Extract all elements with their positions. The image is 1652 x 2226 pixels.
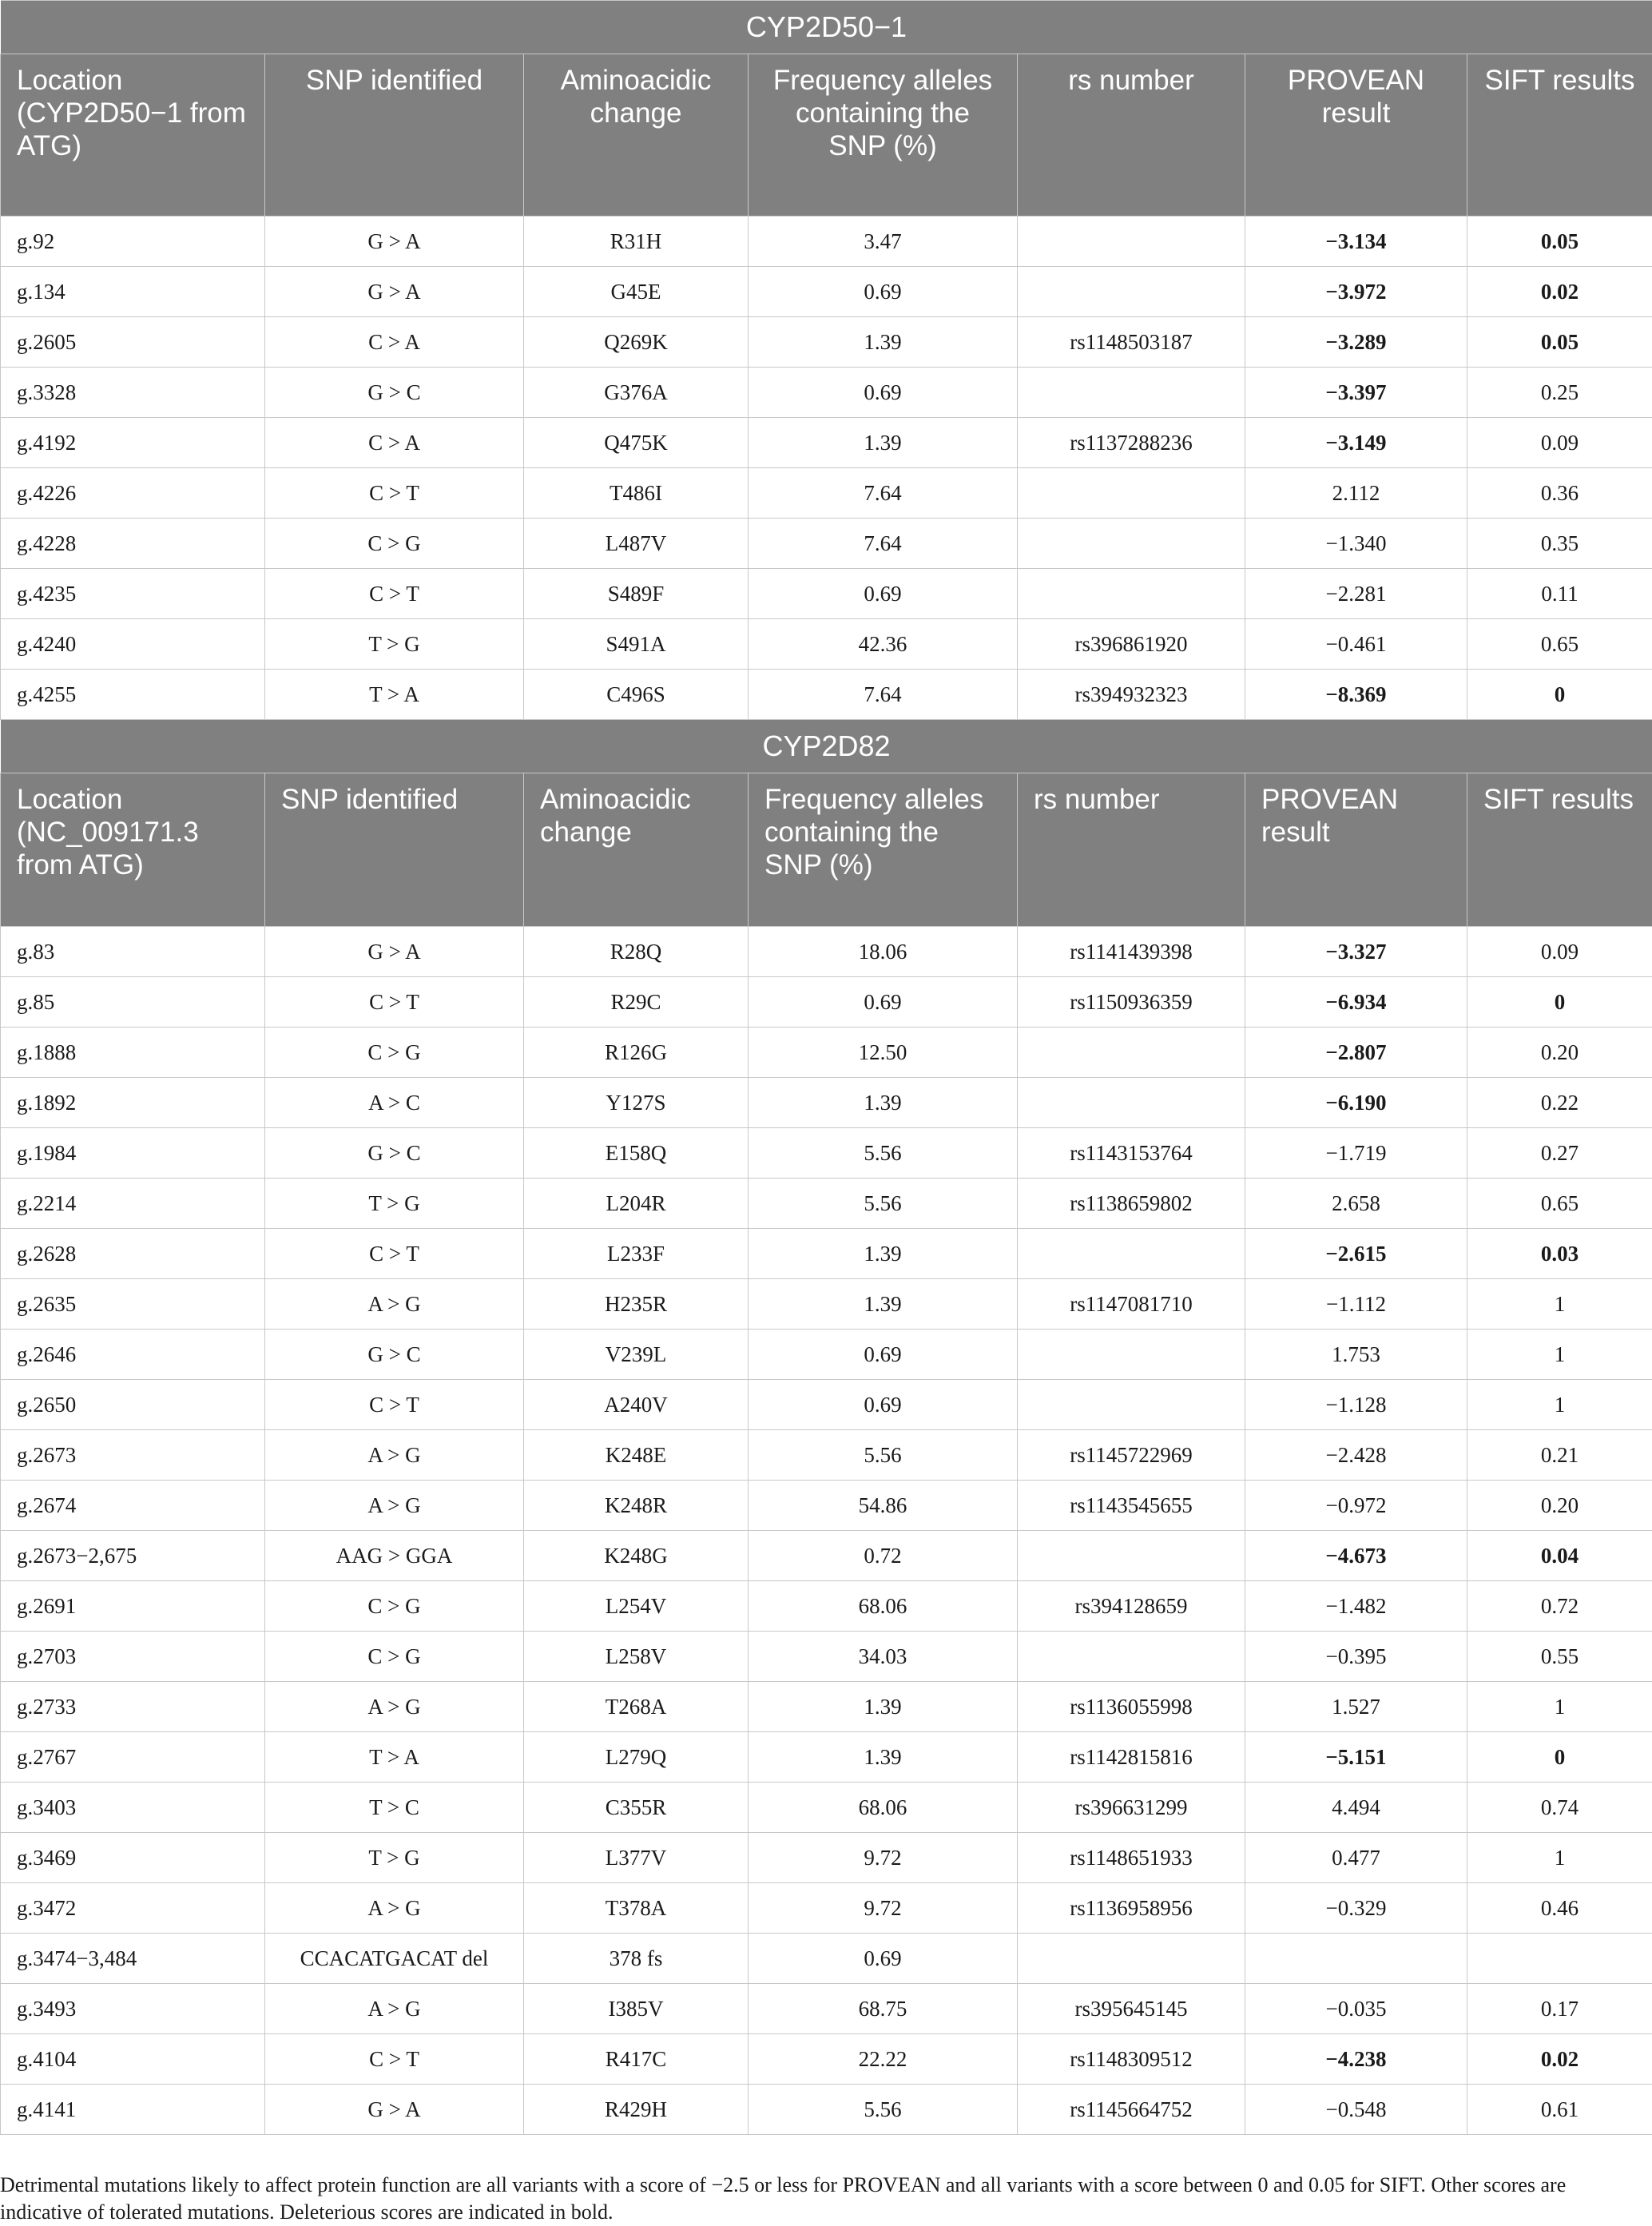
cell-location: g.3328 xyxy=(1,368,265,418)
table-row xyxy=(1,1581,1652,1632)
cell-rs-number xyxy=(1018,1531,1245,1581)
cell-sift: 0.46 xyxy=(1467,1883,1652,1934)
table-row xyxy=(1,1380,1652,1430)
cell-aminoacidic-change: R29C xyxy=(524,977,749,1028)
cell-location: g.2703 xyxy=(1,1632,265,1682)
cell-frequency: 12.50 xyxy=(749,1028,1018,1078)
cell-sift: 0.55 xyxy=(1467,1632,1652,1682)
cell-frequency: 42.36 xyxy=(749,619,1018,670)
cell-rs-number: rs394128659 xyxy=(1018,1581,1245,1632)
cell-aminoacidic-change: G376A xyxy=(524,368,749,418)
cell-sift xyxy=(1467,1934,1652,1984)
cell-snp: A > G xyxy=(265,1430,524,1481)
cell-frequency: 5.56 xyxy=(749,1430,1018,1481)
cell-provean: −1.128 xyxy=(1245,1380,1467,1430)
cell-frequency: 34.03 xyxy=(749,1632,1018,1682)
cell-sift: 0.11 xyxy=(1467,569,1652,619)
cell-location: g.4240 xyxy=(1,619,265,670)
cell-rs-number xyxy=(1018,1632,1245,1682)
cell-sift: 0.65 xyxy=(1467,619,1652,670)
cell-rs-number xyxy=(1018,1028,1245,1078)
cell-provean: −6.934 xyxy=(1245,977,1467,1028)
cell-location: g.2605 xyxy=(1,317,265,368)
cell-provean: −3.289 xyxy=(1245,317,1467,368)
table-row xyxy=(1,1732,1652,1783)
header-sift: SIFT results xyxy=(1467,54,1652,217)
section-title-row xyxy=(1,1,1652,54)
table-row xyxy=(1,468,1652,519)
cell-rs-number xyxy=(1018,468,1245,519)
table-row xyxy=(1,267,1652,317)
cell-sift: 0.36 xyxy=(1467,468,1652,519)
cell-frequency: 5.56 xyxy=(749,2085,1018,2135)
cell-location: g.2646 xyxy=(1,1330,265,1380)
table-row xyxy=(1,2085,1652,2135)
table-row xyxy=(1,619,1652,670)
table-row xyxy=(1,1028,1652,1078)
cell-location: g.1888 xyxy=(1,1028,265,1078)
cell-provean: 2.658 xyxy=(1245,1179,1467,1229)
cell-provean: −0.461 xyxy=(1245,619,1467,670)
cell-rs-number: rs1138659802 xyxy=(1018,1179,1245,1229)
cell-frequency: 1.39 xyxy=(749,1682,1018,1732)
cell-aminoacidic-change: L233F xyxy=(524,1229,749,1279)
cell-frequency: 0.72 xyxy=(749,1531,1018,1581)
cell-aminoacidic-change: G45E xyxy=(524,267,749,317)
cell-rs-number: rs396861920 xyxy=(1018,619,1245,670)
table-row xyxy=(1,1632,1652,1682)
cell-provean: −0.395 xyxy=(1245,1632,1467,1682)
cell-aminoacidic-change: R28Q xyxy=(524,927,749,977)
cell-location: g.1984 xyxy=(1,1128,265,1179)
table-row xyxy=(1,569,1652,619)
cell-rs-number: rs396631299 xyxy=(1018,1783,1245,1833)
cell-location: g.3472 xyxy=(1,1883,265,1934)
cell-provean: −2.615 xyxy=(1245,1229,1467,1279)
cell-aminoacidic-change: L279Q xyxy=(524,1732,749,1783)
cell-rs-number: rs1150936359 xyxy=(1018,977,1245,1028)
cell-sift: 1 xyxy=(1467,1380,1652,1430)
cell-snp: C > T xyxy=(265,569,524,619)
cell-aminoacidic-change: C496S xyxy=(524,670,749,720)
cell-frequency: 0.69 xyxy=(749,368,1018,418)
cell-snp: G > A xyxy=(265,217,524,267)
table-row xyxy=(1,1682,1652,1732)
cell-provean: −3.327 xyxy=(1245,927,1467,977)
cell-provean: 1.753 xyxy=(1245,1330,1467,1380)
table-row xyxy=(1,2034,1652,2085)
cell-location: g.83 xyxy=(1,927,265,977)
header-frequency: Frequency alleles containing the SNP (%) xyxy=(749,773,1018,927)
table-row xyxy=(1,1934,1652,1984)
cell-rs-number: rs394932323 xyxy=(1018,670,1245,720)
cell-provean: −1.112 xyxy=(1245,1279,1467,1330)
section-2-body xyxy=(1,927,1652,2135)
cell-provean: 2.112 xyxy=(1245,468,1467,519)
header-rs-number: rs number xyxy=(1018,54,1245,217)
cell-location: g.2673 xyxy=(1,1430,265,1481)
cell-snp: C > G xyxy=(265,1581,524,1632)
cell-rs-number: rs1143153764 xyxy=(1018,1128,1245,1179)
cell-aminoacidic-change: L258V xyxy=(524,1632,749,1682)
cell-frequency: 22.22 xyxy=(749,2034,1018,2085)
cell-provean: −0.035 xyxy=(1245,1984,1467,2034)
table-row xyxy=(1,368,1652,418)
cell-sift: 0.61 xyxy=(1467,2085,1652,2135)
cell-aminoacidic-change: S489F xyxy=(524,569,749,619)
table-row xyxy=(1,217,1652,267)
cell-frequency: 1.39 xyxy=(749,1279,1018,1330)
cell-rs-number: rs1136055998 xyxy=(1018,1682,1245,1732)
header-location: Location (CYP2D50−1 from ATG) xyxy=(1,54,265,217)
header-provean: PROVEAN result xyxy=(1245,773,1467,927)
cell-snp: G > A xyxy=(265,2085,524,2135)
cell-frequency: 0.69 xyxy=(749,267,1018,317)
cell-snp: A > G xyxy=(265,1279,524,1330)
cell-snp: A > G xyxy=(265,1883,524,1934)
cell-location: g.2650 xyxy=(1,1380,265,1430)
cell-provean: −2.428 xyxy=(1245,1430,1467,1481)
cell-snp: G > C xyxy=(265,368,524,418)
cell-aminoacidic-change: E158Q xyxy=(524,1128,749,1179)
cell-frequency: 1.39 xyxy=(749,418,1018,468)
cell-sift: 0.09 xyxy=(1467,418,1652,468)
table-row xyxy=(1,1783,1652,1833)
cell-snp: C > T xyxy=(265,2034,524,2085)
cell-rs-number: rs1143545655 xyxy=(1018,1481,1245,1531)
cell-frequency: 68.75 xyxy=(749,1984,1018,2034)
cell-sift: 0.74 xyxy=(1467,1783,1652,1833)
cell-rs-number: rs1142815816 xyxy=(1018,1732,1245,1783)
cell-rs-number xyxy=(1018,1330,1245,1380)
cell-sift: 0.72 xyxy=(1467,1581,1652,1632)
table-row xyxy=(1,418,1652,468)
cell-aminoacidic-change: L377V xyxy=(524,1833,749,1883)
section-2-title: CYP2D82 xyxy=(1,720,1652,773)
cell-sift: 0.20 xyxy=(1467,1028,1652,1078)
table-row xyxy=(1,1984,1652,2034)
table-row xyxy=(1,1430,1652,1481)
section-2-heading xyxy=(1,720,1652,927)
table-row xyxy=(1,670,1652,720)
cell-rs-number xyxy=(1018,1934,1245,1984)
cell-snp: C > A xyxy=(265,418,524,468)
cell-sift: 0.02 xyxy=(1467,267,1652,317)
table-row xyxy=(1,1833,1652,1883)
cell-aminoacidic-change: L204R xyxy=(524,1179,749,1229)
cell-sift: 0.21 xyxy=(1467,1430,1652,1481)
table-row xyxy=(1,1330,1652,1380)
cell-sift: 0.17 xyxy=(1467,1984,1652,2034)
cell-location: g.2674 xyxy=(1,1481,265,1531)
cell-snp: C > T xyxy=(265,468,524,519)
cell-location: g.2628 xyxy=(1,1229,265,1279)
cell-snp: C > G xyxy=(265,1632,524,1682)
cell-frequency: 5.56 xyxy=(749,1128,1018,1179)
cell-rs-number: rs1148503187 xyxy=(1018,317,1245,368)
cell-snp: C > A xyxy=(265,317,524,368)
cell-aminoacidic-change: Y127S xyxy=(524,1078,749,1128)
cell-provean: −1.340 xyxy=(1245,519,1467,569)
cell-location: g.4192 xyxy=(1,418,265,468)
cell-frequency: 1.39 xyxy=(749,1078,1018,1128)
cell-rs-number xyxy=(1018,569,1245,619)
cell-location: g.3474−3,484 xyxy=(1,1934,265,1984)
cell-sift: 0.03 xyxy=(1467,1229,1652,1279)
cell-location: g.4228 xyxy=(1,519,265,569)
cell-aminoacidic-change: L254V xyxy=(524,1581,749,1632)
cell-location: g.85 xyxy=(1,977,265,1028)
cell-aminoacidic-change: Q269K xyxy=(524,317,749,368)
cell-provean: −2.281 xyxy=(1245,569,1467,619)
cell-snp: T > G xyxy=(265,619,524,670)
cell-aminoacidic-change: K248R xyxy=(524,1481,749,1531)
section-1-header-row xyxy=(1,54,1652,217)
cell-location: g.2767 xyxy=(1,1732,265,1783)
cell-frequency: 0.69 xyxy=(749,1380,1018,1430)
cell-aminoacidic-change: L487V xyxy=(524,519,749,569)
cell-snp: C > T xyxy=(265,1229,524,1279)
cell-sift: 0 xyxy=(1467,977,1652,1028)
cell-frequency: 1.39 xyxy=(749,317,1018,368)
table-row xyxy=(1,317,1652,368)
cell-snp: G > C xyxy=(265,1330,524,1380)
table-footnote: Detrimental mutations likely to affect protein function are all variants with a score of −2.5 or less for PROVEAN and all variants with a score between 0 and 0.05 for SIFT. Other scores are indicative of tolerated mutations. Deleterious scores are indicated in bold. xyxy=(0,2172,1646,2226)
cell-aminoacidic-change: R31H xyxy=(524,217,749,267)
cell-rs-number: rs395645145 xyxy=(1018,1984,1245,2034)
cell-snp: T > C xyxy=(265,1783,524,1833)
header-frequency: Frequency alleles containing the SNP (%) xyxy=(749,54,1018,217)
cell-frequency: 7.64 xyxy=(749,468,1018,519)
section-1-title: CYP2D50−1 xyxy=(1,1,1652,54)
cell-provean: −4.238 xyxy=(1245,2034,1467,2085)
cell-provean: −3.149 xyxy=(1245,418,1467,468)
cell-provean: −8.369 xyxy=(1245,670,1467,720)
header-snp: SNP identified xyxy=(265,773,524,927)
cell-frequency: 3.47 xyxy=(749,217,1018,267)
cell-frequency: 54.86 xyxy=(749,1481,1018,1531)
cell-frequency: 9.72 xyxy=(749,1833,1018,1883)
cell-aminoacidic-change: T268A xyxy=(524,1682,749,1732)
cell-rs-number: rs1136958956 xyxy=(1018,1883,1245,1934)
cell-location: g.4141 xyxy=(1,2085,265,2135)
cell-frequency: 5.56 xyxy=(749,1179,1018,1229)
cell-frequency: 68.06 xyxy=(749,1581,1018,1632)
cell-snp: C > T xyxy=(265,1380,524,1430)
cell-rs-number: rs1148309512 xyxy=(1018,2034,1245,2085)
cell-aminoacidic-change: I385V xyxy=(524,1984,749,2034)
cell-provean xyxy=(1245,1934,1467,1984)
cell-sift: 0.04 xyxy=(1467,1531,1652,1581)
cell-sift: 0.05 xyxy=(1467,317,1652,368)
cell-provean: 0.477 xyxy=(1245,1833,1467,1883)
cell-snp: C > T xyxy=(265,977,524,1028)
cell-sift: 0.35 xyxy=(1467,519,1652,569)
cell-sift: 1 xyxy=(1467,1279,1652,1330)
cell-aminoacidic-change: 378 fs xyxy=(524,1934,749,1984)
cell-aminoacidic-change: A240V xyxy=(524,1380,749,1430)
section-title-row xyxy=(1,720,1652,773)
table-row xyxy=(1,1128,1652,1179)
cell-snp: C > G xyxy=(265,519,524,569)
table-row xyxy=(1,977,1652,1028)
header-snp: SNP identified xyxy=(265,54,524,217)
table-row xyxy=(1,1229,1652,1279)
cell-snp: CCACATGACAT del xyxy=(265,1934,524,1984)
cell-frequency: 7.64 xyxy=(749,519,1018,569)
cell-snp: T > A xyxy=(265,670,524,720)
cell-rs-number: rs1145722969 xyxy=(1018,1430,1245,1481)
cell-location: g.3493 xyxy=(1,1984,265,2034)
cell-provean: −3.972 xyxy=(1245,267,1467,317)
cell-snp: A > G xyxy=(265,1481,524,1531)
cell-provean: −1.719 xyxy=(1245,1128,1467,1179)
table-row xyxy=(1,1078,1652,1128)
cell-location: g.2673−2,675 xyxy=(1,1531,265,1581)
cell-provean: −5.151 xyxy=(1245,1732,1467,1783)
cell-aminoacidic-change: R429H xyxy=(524,2085,749,2135)
cell-snp: C > G xyxy=(265,1028,524,1078)
cell-sift: 1 xyxy=(1467,1330,1652,1380)
cell-location: g.134 xyxy=(1,267,265,317)
table-row xyxy=(1,1883,1652,1934)
cell-frequency: 0.69 xyxy=(749,569,1018,619)
table-row xyxy=(1,1531,1652,1581)
cell-location: g.1892 xyxy=(1,1078,265,1128)
cell-location: g.2214 xyxy=(1,1179,265,1229)
cell-frequency: 9.72 xyxy=(749,1883,1018,1934)
cell-frequency: 7.64 xyxy=(749,670,1018,720)
cell-snp: T > A xyxy=(265,1732,524,1783)
cell-sift: 0.27 xyxy=(1467,1128,1652,1179)
cell-location: g.4104 xyxy=(1,2034,265,2085)
cell-snp: T > G xyxy=(265,1833,524,1883)
cell-location: g.3403 xyxy=(1,1783,265,1833)
cell-snp: A > C xyxy=(265,1078,524,1128)
cell-rs-number xyxy=(1018,1078,1245,1128)
cell-location: g.2691 xyxy=(1,1581,265,1632)
cell-frequency: 68.06 xyxy=(749,1783,1018,1833)
header-aminoacidic-change: Aminoacidic change xyxy=(524,773,749,927)
header-location: Location (NC_009171.3 from ATG) xyxy=(1,773,265,927)
cell-rs-number xyxy=(1018,519,1245,569)
cell-aminoacidic-change: Q475K xyxy=(524,418,749,468)
cell-location: g.4235 xyxy=(1,569,265,619)
cell-snp: AAG > GGA xyxy=(265,1531,524,1581)
cell-sift: 0.65 xyxy=(1467,1179,1652,1229)
cell-rs-number xyxy=(1018,1380,1245,1430)
cell-snp: G > C xyxy=(265,1128,524,1179)
cell-frequency: 0.69 xyxy=(749,1330,1018,1380)
cell-frequency: 1.39 xyxy=(749,1732,1018,1783)
cell-location: g.3469 xyxy=(1,1833,265,1883)
cell-aminoacidic-change: C355R xyxy=(524,1783,749,1833)
cell-frequency: 0.69 xyxy=(749,1934,1018,1984)
cell-snp: A > G xyxy=(265,1682,524,1732)
cell-rs-number: rs1141439398 xyxy=(1018,927,1245,977)
cell-provean: 1.527 xyxy=(1245,1682,1467,1732)
cell-provean: −3.134 xyxy=(1245,217,1467,267)
cell-provean: −0.972 xyxy=(1245,1481,1467,1531)
cell-provean: −4.673 xyxy=(1245,1531,1467,1581)
cell-snp: T > G xyxy=(265,1179,524,1229)
cell-aminoacidic-change: K248G xyxy=(524,1531,749,1581)
header-rs-number: rs number xyxy=(1018,773,1245,927)
cell-sift: 0.22 xyxy=(1467,1078,1652,1128)
cell-rs-number xyxy=(1018,1229,1245,1279)
cell-sift: 0.05 xyxy=(1467,217,1652,267)
cell-aminoacidic-change: T378A xyxy=(524,1883,749,1934)
table-row xyxy=(1,519,1652,569)
cell-provean: −3.397 xyxy=(1245,368,1467,418)
header-sift: SIFT results xyxy=(1467,773,1652,927)
section-2-header-row xyxy=(1,773,1652,927)
cell-snp: G > A xyxy=(265,927,524,977)
cell-provean: −2.807 xyxy=(1245,1028,1467,1078)
cell-snp: G > A xyxy=(265,267,524,317)
cell-sift: 0.20 xyxy=(1467,1481,1652,1531)
cell-sift: 1 xyxy=(1467,1682,1652,1732)
cell-provean: −0.548 xyxy=(1245,2085,1467,2135)
cell-rs-number: rs1137288236 xyxy=(1018,418,1245,468)
cell-aminoacidic-change: S491A xyxy=(524,619,749,670)
cell-aminoacidic-change: R417C xyxy=(524,2034,749,2085)
cell-rs-number xyxy=(1018,267,1245,317)
cell-rs-number: rs1147081710 xyxy=(1018,1279,1245,1330)
cell-location: g.4226 xyxy=(1,468,265,519)
cell-rs-number: rs1145664752 xyxy=(1018,2085,1245,2135)
cell-rs-number xyxy=(1018,217,1245,267)
cell-provean: −0.329 xyxy=(1245,1883,1467,1934)
cell-frequency: 18.06 xyxy=(749,927,1018,977)
cell-provean: −6.190 xyxy=(1245,1078,1467,1128)
cell-aminoacidic-change: R126G xyxy=(524,1028,749,1078)
header-provean: PROVEAN result xyxy=(1245,54,1467,217)
cell-frequency: 1.39 xyxy=(749,1229,1018,1279)
cell-frequency: 0.69 xyxy=(749,977,1018,1028)
cell-provean: 4.494 xyxy=(1245,1783,1467,1833)
cell-sift: 1 xyxy=(1467,1833,1652,1883)
cell-provean: −1.482 xyxy=(1245,1581,1467,1632)
cell-aminoacidic-change: K248E xyxy=(524,1430,749,1481)
cell-location: g.92 xyxy=(1,217,265,267)
cell-rs-number: rs1148651933 xyxy=(1018,1833,1245,1883)
cell-snp: A > G xyxy=(265,1984,524,2034)
cell-location: g.4255 xyxy=(1,670,265,720)
table-row xyxy=(1,1481,1652,1531)
cell-aminoacidic-change: T486I xyxy=(524,468,749,519)
table-row xyxy=(1,927,1652,977)
cell-location: g.2733 xyxy=(1,1682,265,1732)
cell-rs-number xyxy=(1018,368,1245,418)
cell-aminoacidic-change: V239L xyxy=(524,1330,749,1380)
cell-sift: 0 xyxy=(1467,1732,1652,1783)
cell-sift: 0 xyxy=(1467,670,1652,720)
table-row xyxy=(1,1179,1652,1229)
cell-sift: 0.25 xyxy=(1467,368,1652,418)
cell-sift: 0.02 xyxy=(1467,2034,1652,2085)
header-aminoacidic-change: Aminoacidic change xyxy=(524,54,749,217)
cell-location: g.2635 xyxy=(1,1279,265,1330)
section-1-body xyxy=(1,217,1652,720)
table-row xyxy=(1,1279,1652,1330)
cell-sift: 0.09 xyxy=(1467,927,1652,977)
cell-aminoacidic-change: H235R xyxy=(524,1279,749,1330)
